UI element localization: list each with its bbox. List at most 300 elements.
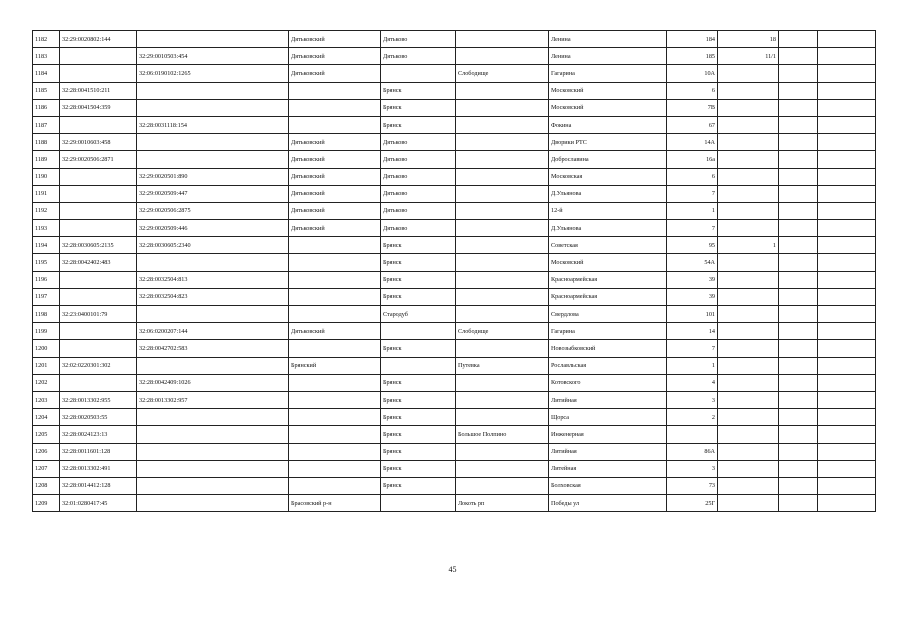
city-cell: Брянск	[381, 374, 456, 391]
flat-number-cell	[718, 357, 779, 374]
settlement-cell: Локоть рп	[456, 495, 549, 512]
street-cell: Красноармейская	[549, 271, 667, 288]
cadastral-number-2-cell	[137, 443, 289, 460]
extra-cell	[779, 357, 818, 374]
district-cell: Дятьковский	[289, 48, 381, 65]
cadastral-number-2-cell: 32:28:0030605:2340	[137, 237, 289, 254]
house-number-cell: 2	[667, 409, 718, 426]
street-cell: Литийная	[549, 391, 667, 408]
row-number-cell: 1193	[33, 220, 60, 237]
extra-cell	[779, 116, 818, 133]
settlement-cell	[456, 116, 549, 133]
district-cell	[289, 477, 381, 494]
settlement-cell	[456, 168, 549, 185]
row-number-cell: 1185	[33, 82, 60, 99]
city-cell	[381, 65, 456, 82]
house-number-cell: 73	[667, 477, 718, 494]
extra-cell	[779, 391, 818, 408]
settlement-cell	[456, 134, 549, 151]
district-cell	[289, 237, 381, 254]
cadastral-number-cell: 32:29:0020506:2871	[60, 151, 137, 168]
settlement-cell	[456, 391, 549, 408]
row-number-cell: 1199	[33, 323, 60, 340]
cadastral-number-cell	[60, 48, 137, 65]
row-number-cell: 1195	[33, 254, 60, 271]
street-cell: Доброславина	[549, 151, 667, 168]
house-number-cell: 7	[667, 220, 718, 237]
street-cell: Дворики РТС	[549, 134, 667, 151]
row-number-cell: 1200	[33, 340, 60, 357]
row-number-cell: 1187	[33, 116, 60, 133]
row-number-cell: 1192	[33, 202, 60, 219]
street-cell: Советская	[549, 237, 667, 254]
settlement-cell	[456, 237, 549, 254]
street-cell: Ленина	[549, 48, 667, 65]
row-number-cell: 1207	[33, 460, 60, 477]
cadastral-number-2-cell: 32:28:0032504:813	[137, 271, 289, 288]
cadastral-number-cell: 32:29:0020802:144	[60, 31, 137, 48]
flat-number-cell	[718, 134, 779, 151]
settlement-cell	[456, 477, 549, 494]
cadastral-number-cell: 32:01:0280417:45	[60, 495, 137, 512]
row-number-cell: 1189	[33, 151, 60, 168]
cadastral-number-2-cell: 32:29:0020506:2875	[137, 202, 289, 219]
house-number-cell: 54А	[667, 254, 718, 271]
settlement-cell: Большое Полпино	[456, 426, 549, 443]
table-row	[33, 426, 876, 443]
notes-cell	[818, 443, 876, 460]
house-number-cell: 14	[667, 323, 718, 340]
table-row	[33, 391, 876, 408]
table-row	[33, 99, 876, 116]
flat-number-cell	[718, 271, 779, 288]
cadastral-number-cell: 32:28:0013302:491	[60, 460, 137, 477]
notes-cell	[818, 134, 876, 151]
row-number-cell: 1183	[33, 48, 60, 65]
house-number-cell: 67	[667, 116, 718, 133]
extra-cell	[779, 323, 818, 340]
cadastral-number-2-cell	[137, 82, 289, 99]
house-number-cell: 16а	[667, 151, 718, 168]
city-cell: Дятьково	[381, 168, 456, 185]
district-cell	[289, 443, 381, 460]
flat-number-cell	[718, 99, 779, 116]
street-cell: Московская	[549, 168, 667, 185]
street-cell: Щорса	[549, 409, 667, 426]
cadastral-number-cell: 32:28:0011601:128	[60, 443, 137, 460]
row-number-cell: 1182	[33, 31, 60, 48]
street-cell: Рославльская	[549, 357, 667, 374]
district-cell	[289, 254, 381, 271]
notes-cell	[818, 271, 876, 288]
table-row	[33, 340, 876, 357]
table-row	[33, 134, 876, 151]
extra-cell	[779, 65, 818, 82]
district-cell: Дятьковский	[289, 134, 381, 151]
notes-cell	[818, 116, 876, 133]
house-number-cell: 7В	[667, 99, 718, 116]
district-cell: Дятьковский	[289, 31, 381, 48]
cadastral-number-2-cell	[137, 409, 289, 426]
notes-cell	[818, 65, 876, 82]
table-row	[33, 288, 876, 305]
settlement-cell	[456, 443, 549, 460]
cadastral-number-cell: 32:28:0024123:13	[60, 426, 137, 443]
extra-cell	[779, 477, 818, 494]
notes-cell	[818, 357, 876, 374]
cadastral-number-cell	[60, 271, 137, 288]
settlement-cell	[456, 48, 549, 65]
street-cell: Д.Ульянова	[549, 220, 667, 237]
row-number-cell: 1202	[33, 374, 60, 391]
city-cell: Брянск	[381, 443, 456, 460]
district-cell	[289, 82, 381, 99]
flat-number-cell	[718, 202, 779, 219]
table-row	[33, 306, 876, 323]
flat-number-cell: 11/1	[718, 48, 779, 65]
cadastral-number-2-cell	[137, 306, 289, 323]
table-row	[33, 82, 876, 99]
row-number-cell: 1203	[33, 391, 60, 408]
table-row	[33, 168, 876, 185]
house-number-cell: 14А	[667, 134, 718, 151]
settlement-cell	[456, 82, 549, 99]
cadastral-number-2-cell	[137, 99, 289, 116]
flat-number-cell	[718, 340, 779, 357]
flat-number-cell	[718, 460, 779, 477]
house-number-cell	[667, 426, 718, 443]
street-cell: Победы ул	[549, 495, 667, 512]
flat-number-cell	[718, 495, 779, 512]
street-cell: Инженерная	[549, 426, 667, 443]
table-row	[33, 271, 876, 288]
flat-number-cell	[718, 323, 779, 340]
city-cell	[381, 495, 456, 512]
settlement-cell: Слободище	[456, 323, 549, 340]
house-number-cell: 10А	[667, 65, 718, 82]
house-number-cell: 39	[667, 288, 718, 305]
street-cell: Красноармейская	[549, 288, 667, 305]
extra-cell	[779, 495, 818, 512]
cadastral-number-cell: 32:28:0041510:211	[60, 82, 137, 99]
cadastral-number-2-cell	[137, 254, 289, 271]
table-row	[33, 116, 876, 133]
city-cell: Брянск	[381, 82, 456, 99]
page-number: 45	[448, 565, 457, 574]
extra-cell	[779, 151, 818, 168]
settlement-cell	[456, 202, 549, 219]
extra-cell	[779, 237, 818, 254]
city-cell: Дятьково	[381, 202, 456, 219]
extra-cell	[779, 202, 818, 219]
street-cell: Московский	[549, 99, 667, 116]
table-row	[33, 357, 876, 374]
table-row	[33, 495, 876, 512]
city-cell: Брянск	[381, 426, 456, 443]
row-number-cell: 1204	[33, 409, 60, 426]
district-cell	[289, 409, 381, 426]
district-cell: Дятьковский	[289, 168, 381, 185]
flat-number-cell	[718, 168, 779, 185]
notes-cell	[818, 495, 876, 512]
extra-cell	[779, 254, 818, 271]
table-row	[33, 323, 876, 340]
district-cell: Дятьковский	[289, 323, 381, 340]
district-cell	[289, 374, 381, 391]
table-row	[33, 254, 876, 271]
street-cell: Котовского	[549, 374, 667, 391]
house-number-cell: 3	[667, 391, 718, 408]
notes-cell	[818, 99, 876, 116]
row-number-cell: 1188	[33, 134, 60, 151]
notes-cell	[818, 82, 876, 99]
city-cell: Стародуб	[381, 306, 456, 323]
extra-cell	[779, 82, 818, 99]
street-cell: Д.Ульянова	[549, 185, 667, 202]
city-cell	[381, 323, 456, 340]
house-number-cell: 7	[667, 185, 718, 202]
cadastral-number-cell	[60, 168, 137, 185]
row-number-cell: 1194	[33, 237, 60, 254]
house-number-cell: 6	[667, 168, 718, 185]
flat-number-cell	[718, 443, 779, 460]
table-row	[33, 202, 876, 219]
notes-cell	[818, 323, 876, 340]
house-number-cell: 39	[667, 271, 718, 288]
cadastral-number-cell: 32:23:0400101:79	[60, 306, 137, 323]
extra-cell	[779, 271, 818, 288]
settlement-cell	[456, 340, 549, 357]
notes-cell	[818, 306, 876, 323]
extra-cell	[779, 409, 818, 426]
cadastral-number-2-cell	[137, 460, 289, 477]
notes-cell	[818, 288, 876, 305]
cadastral-number-2-cell: 32:29:0010503:454	[137, 48, 289, 65]
district-cell	[289, 116, 381, 133]
city-cell: Брянск	[381, 288, 456, 305]
district-cell	[289, 99, 381, 116]
extra-cell	[779, 288, 818, 305]
settlement-cell: Путевка	[456, 357, 549, 374]
house-number-cell: 6	[667, 82, 718, 99]
flat-number-cell	[718, 391, 779, 408]
table-body	[33, 31, 876, 512]
settlement-cell	[456, 31, 549, 48]
house-number-cell: 4	[667, 374, 718, 391]
row-number-cell: 1196	[33, 271, 60, 288]
settlement-cell	[456, 306, 549, 323]
city-cell: Брянск	[381, 409, 456, 426]
cadastral-number-2-cell: 32:28:0042702:583	[137, 340, 289, 357]
cadastral-number-cell: 32:28:0030605:2135	[60, 237, 137, 254]
table-row	[33, 31, 876, 48]
street-cell: Свердлова	[549, 306, 667, 323]
street-cell: Новозыбковский	[549, 340, 667, 357]
flat-number-cell	[718, 288, 779, 305]
notes-cell	[818, 220, 876, 237]
flat-number-cell: 18	[718, 31, 779, 48]
cadastral-number-cell: 32:28:0041504:359	[60, 99, 137, 116]
flat-number-cell	[718, 409, 779, 426]
flat-number-cell	[718, 116, 779, 133]
notes-cell	[818, 477, 876, 494]
cadastral-number-2-cell	[137, 426, 289, 443]
cadastral-number-cell: 32:02:0220301:302	[60, 357, 137, 374]
notes-cell	[818, 48, 876, 65]
notes-cell	[818, 340, 876, 357]
settlement-cell	[456, 185, 549, 202]
cadastral-number-2-cell: 32:29:0020501:890	[137, 168, 289, 185]
table-row	[33, 460, 876, 477]
street-cell: Московский	[549, 82, 667, 99]
settlement-cell	[456, 99, 549, 116]
house-number-cell: 184	[667, 31, 718, 48]
cadastral-number-2-cell	[137, 495, 289, 512]
district-cell: Брасовский р-н	[289, 495, 381, 512]
notes-cell	[818, 426, 876, 443]
extra-cell	[779, 48, 818, 65]
settlement-cell: Слободище	[456, 65, 549, 82]
settlement-cell	[456, 409, 549, 426]
cadastral-number-2-cell: 32:06:0190102:1265	[137, 65, 289, 82]
settlement-cell	[456, 288, 549, 305]
table-row	[33, 237, 876, 254]
notes-cell	[818, 460, 876, 477]
cadastral-number-2-cell: 32:06:0200207:144	[137, 323, 289, 340]
city-cell	[381, 357, 456, 374]
extra-cell	[779, 99, 818, 116]
cadastral-number-cell: 32:28:0013302:955	[60, 391, 137, 408]
street-cell: Литийная	[549, 443, 667, 460]
notes-cell	[818, 202, 876, 219]
district-cell: Дятьковский	[289, 220, 381, 237]
notes-cell	[818, 168, 876, 185]
district-cell: Дятьковский	[289, 185, 381, 202]
extra-cell	[779, 220, 818, 237]
settlement-cell	[456, 254, 549, 271]
city-cell: Дятьково	[381, 185, 456, 202]
cadastral-number-cell	[60, 185, 137, 202]
table-row	[33, 443, 876, 460]
row-number-cell: 1186	[33, 99, 60, 116]
notes-cell	[818, 151, 876, 168]
house-number-cell: 7	[667, 340, 718, 357]
street-cell: Литейная	[549, 460, 667, 477]
cadastral-number-2-cell: 32:28:0031118:154	[137, 116, 289, 133]
cadastral-number-2-cell	[137, 134, 289, 151]
extra-cell	[779, 168, 818, 185]
street-cell: 12-й	[549, 202, 667, 219]
district-cell	[289, 460, 381, 477]
city-cell: Брянск	[381, 271, 456, 288]
cadastral-number-cell: 32:29:0010603:458	[60, 134, 137, 151]
city-cell: Дятьково	[381, 151, 456, 168]
flat-number-cell	[718, 374, 779, 391]
notes-cell	[818, 31, 876, 48]
cadastral-number-2-cell	[137, 31, 289, 48]
table-row	[33, 220, 876, 237]
extra-cell	[779, 185, 818, 202]
flat-number-cell	[718, 477, 779, 494]
cadastral-number-cell: 32:28:0014412:128	[60, 477, 137, 494]
flat-number-cell	[718, 82, 779, 99]
row-number-cell: 1208	[33, 477, 60, 494]
city-cell: Брянск	[381, 237, 456, 254]
district-cell: Брянский	[289, 357, 381, 374]
flat-number-cell	[718, 254, 779, 271]
cadastral-number-cell	[60, 374, 137, 391]
district-cell	[289, 426, 381, 443]
cadastral-number-2-cell	[137, 477, 289, 494]
street-cell: Ленина	[549, 31, 667, 48]
registry-table	[32, 30, 876, 512]
row-number-cell: 1190	[33, 168, 60, 185]
notes-cell	[818, 374, 876, 391]
table-row	[33, 477, 876, 494]
notes-cell	[818, 254, 876, 271]
cadastral-number-2-cell: 32:29:0020509:447	[137, 185, 289, 202]
notes-cell	[818, 409, 876, 426]
flat-number-cell	[718, 151, 779, 168]
city-cell: Дятьково	[381, 134, 456, 151]
district-cell	[289, 288, 381, 305]
table-row	[33, 48, 876, 65]
settlement-cell	[456, 271, 549, 288]
district-cell: Дятьковский	[289, 151, 381, 168]
cadastral-number-cell	[60, 323, 137, 340]
flat-number-cell: 1	[718, 237, 779, 254]
cadastral-number-cell	[60, 340, 137, 357]
city-cell: Дятьково	[381, 48, 456, 65]
table-row	[33, 374, 876, 391]
cadastral-number-cell: 32:28:0042402:483	[60, 254, 137, 271]
extra-cell	[779, 460, 818, 477]
row-number-cell: 1198	[33, 306, 60, 323]
street-cell: Болховская	[549, 477, 667, 494]
street-cell: Гагарина	[549, 65, 667, 82]
table-row	[33, 185, 876, 202]
district-cell	[289, 306, 381, 323]
district-cell	[289, 340, 381, 357]
city-cell: Брянск	[381, 391, 456, 408]
city-cell: Брянск	[381, 460, 456, 477]
district-cell	[289, 271, 381, 288]
flat-number-cell	[718, 220, 779, 237]
row-number-cell: 1197	[33, 288, 60, 305]
cadastral-number-cell	[60, 65, 137, 82]
house-number-cell: 101	[667, 306, 718, 323]
house-number-cell: 95	[667, 237, 718, 254]
house-number-cell: 25Г	[667, 495, 718, 512]
extra-cell	[779, 340, 818, 357]
city-cell: Брянск	[381, 340, 456, 357]
flat-number-cell	[718, 65, 779, 82]
city-cell: Дятьково	[381, 31, 456, 48]
extra-cell	[779, 134, 818, 151]
cadastral-number-cell: 32:28:0020503:55	[60, 409, 137, 426]
settlement-cell	[456, 374, 549, 391]
district-cell: Дятьковский	[289, 65, 381, 82]
row-number-cell: 1184	[33, 65, 60, 82]
row-number-cell: 1201	[33, 357, 60, 374]
flat-number-cell	[718, 426, 779, 443]
city-cell: Брянск	[381, 99, 456, 116]
house-number-cell: 3	[667, 460, 718, 477]
extra-cell	[779, 443, 818, 460]
cadastral-number-2-cell: 32:28:0042409:1026	[137, 374, 289, 391]
settlement-cell	[456, 151, 549, 168]
district-cell	[289, 391, 381, 408]
